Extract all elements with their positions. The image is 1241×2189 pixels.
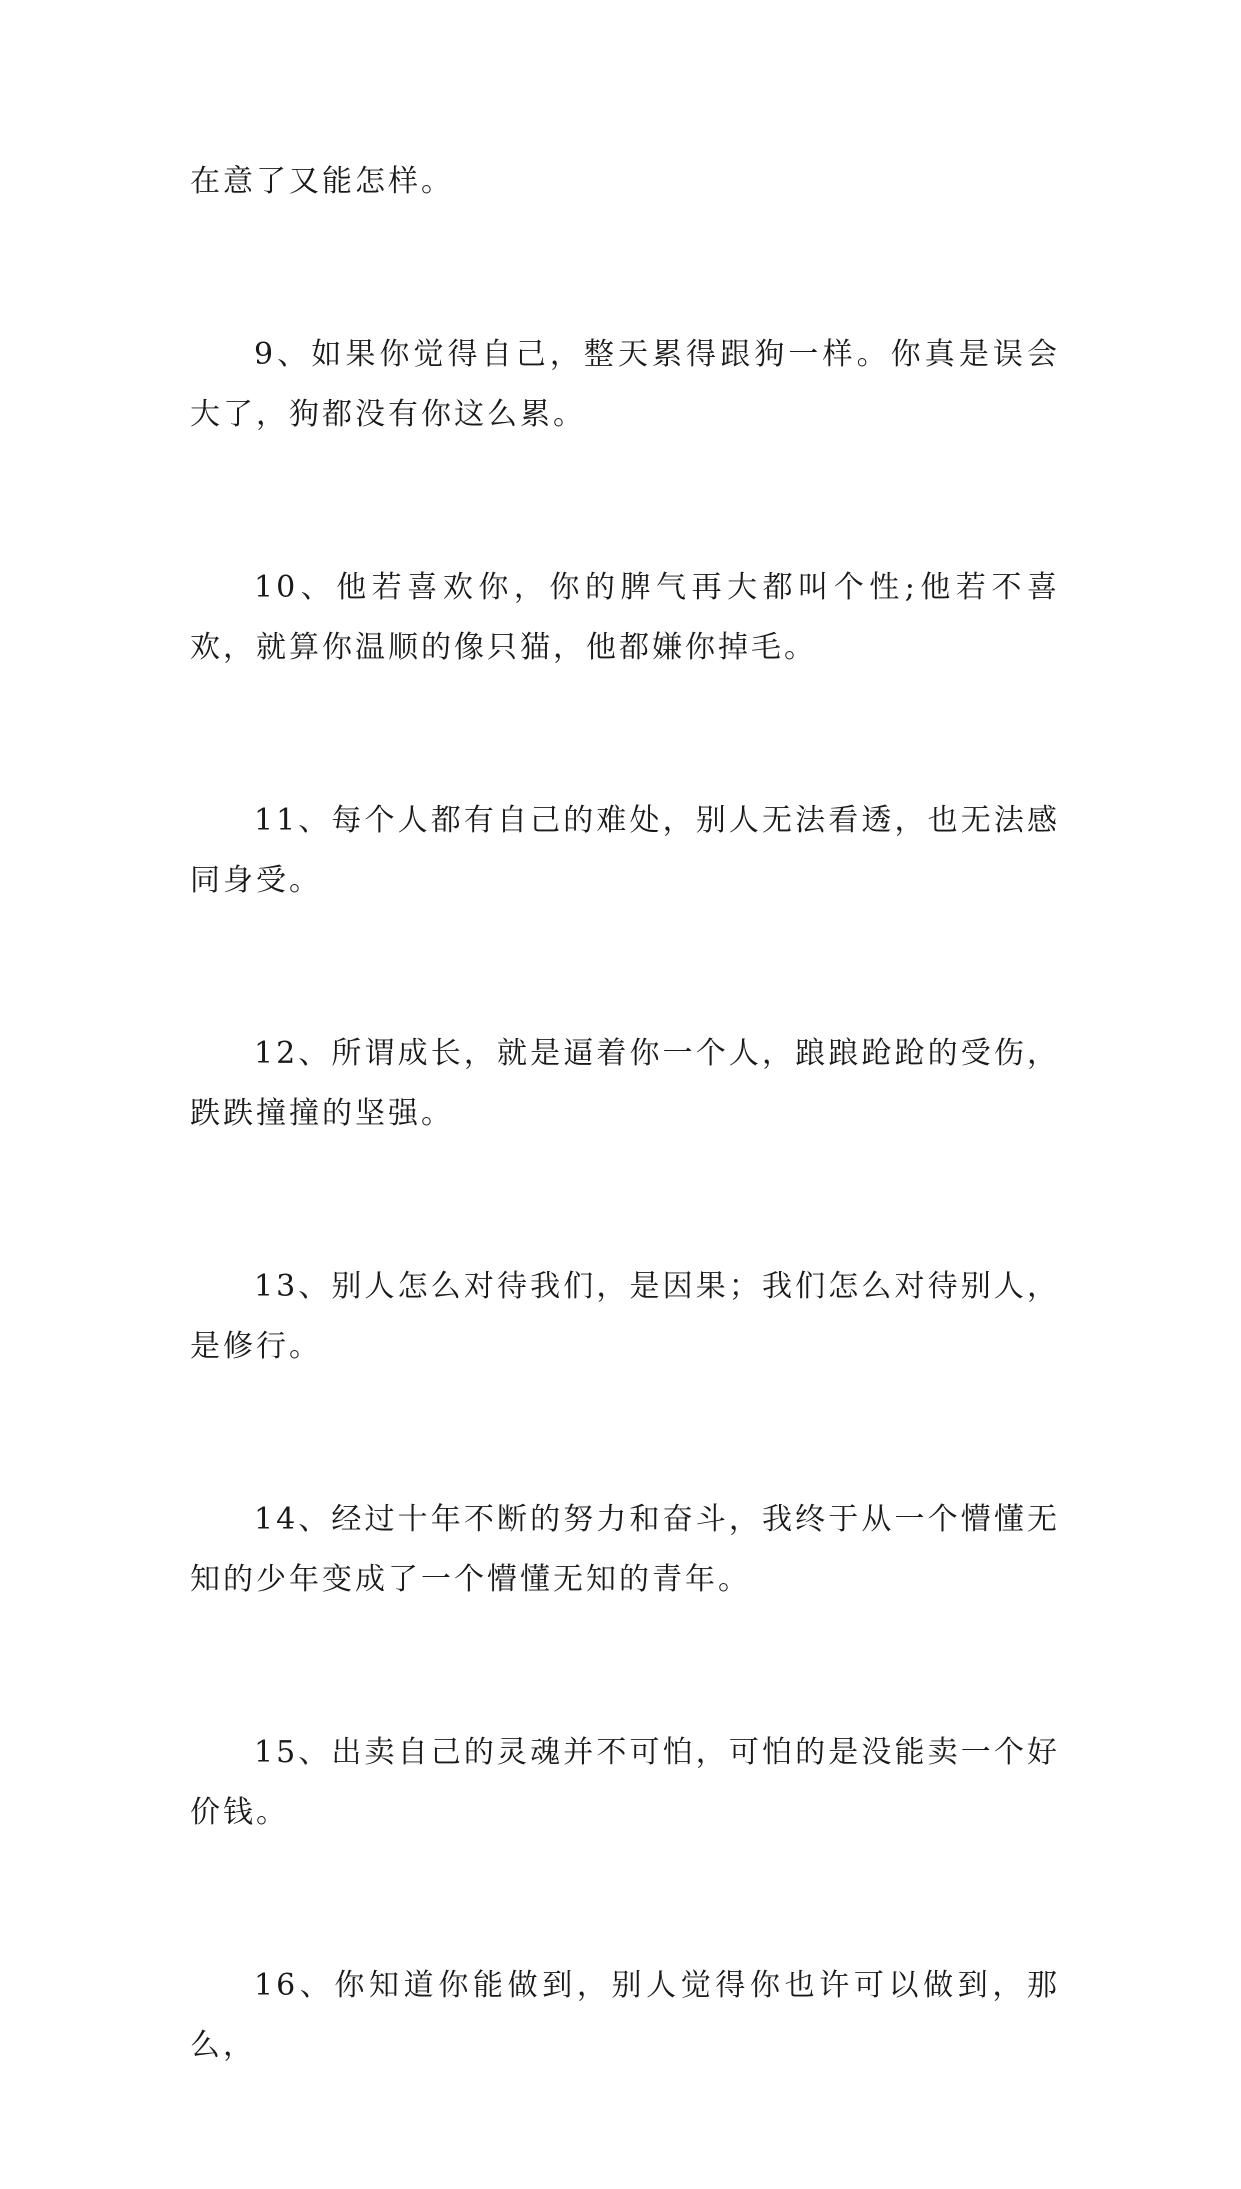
paragraph-11: 11、每个人都有自己的难处，别人无法看透，也无法感同身受。 <box>190 803 1060 898</box>
paragraph-9: 9、如果你觉得自己，整天累得跟狗一样。你真是误会大了，狗都没有你这么累。 <box>190 337 1060 432</box>
document-body <box>190 152 1060 2189</box>
paragraph-16: 16、你知道你能做到，别人觉得你也许可以做到，那么， <box>190 1968 1060 2063</box>
paragraph-14: 14、经过十年不断的努力和奋斗，我终于从一个懵懂无知的少年变成了一个懵懂无知的青年。 <box>190 1502 1060 1597</box>
paragraph-10: 10、他若喜欢你，你的脾气再大都叫个性;他若不喜欢，就算你温顺的像只猫，他都嫌你掉毛。 <box>190 570 1060 665</box>
paragraph-15: 15、出卖自己的灵魂并不可怕，可怕的是没能卖一个好价钱。 <box>190 1735 1060 1830</box>
paragraph-12: 12、所谓成长，就是逼着你一个人，踉踉跄跄的受伤，跌跌撞撞的坚强。 <box>190 1036 1060 1131</box>
paragraph-13: 13、别人怎么对待我们，是因果；我们怎么对待别人，是修行。 <box>190 1269 1060 1364</box>
paragraph-continued: 在意了又能怎样。 <box>190 164 454 199</box>
